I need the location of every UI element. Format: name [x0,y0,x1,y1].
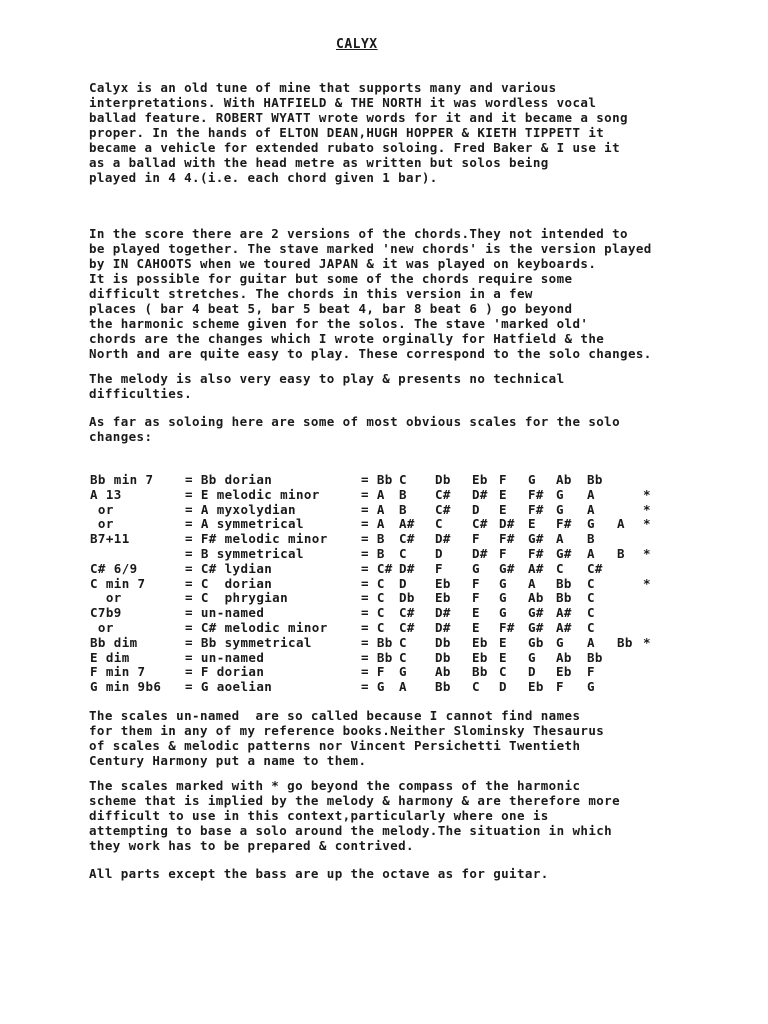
scale-note: G [587,516,595,532]
text-line: It is possible for guitar but some of the chords require some [89,271,573,286]
scale-note: G [556,486,564,502]
scale-note: Gb [528,634,544,650]
scale-note: F [472,590,480,606]
scale-note: = F [361,664,385,680]
beyond-compass-marker: * [643,634,651,650]
paragraph-octave-note [89,866,759,881]
scale-note: E [499,486,507,502]
scale-note: = C [361,590,385,606]
scale-row [90,591,690,606]
scale-note: A [587,486,595,502]
text-line: they work has to be prepared & contrived. [89,838,414,853]
scale-note: F# [528,486,544,502]
scale-note: C [587,605,595,621]
paragraph-intro [89,80,759,185]
scale-note: A [617,516,625,532]
scale-note: G [499,605,507,621]
scale-note: F [435,560,443,576]
scale-note: Bb [556,575,572,591]
scale-note: E [499,649,507,665]
scale-note: E [528,516,536,532]
chord-name: C7b9 [90,605,122,621]
scale-note: Eb [472,649,488,665]
scale-name: = F# melodic minor [185,531,328,547]
scale-note: F [499,472,507,487]
text-line: difficulties. [89,386,193,401]
scale-note: D [499,679,507,695]
scale-note: G [556,634,564,650]
text-line: The scales marked with * go beyond the compass of the harmonic [89,778,581,793]
scale-note: G# [556,545,572,561]
scale-name: = Bb dorian [185,472,273,487]
text-line: places ( bar 4 beat 5, bar 5 beat 4, bar 8 beat 6 ) go beyond [89,301,573,316]
scale-note: A [587,545,595,561]
scale-note: F [499,545,507,561]
text-line: North and are quite easy to play. These correspond to the solo changes. [89,346,652,361]
scale-name: = A myxolydian [185,501,296,517]
scale-note: D# [472,486,488,502]
scale-note: Bb [587,472,603,487]
scale-note: Bb [587,649,603,665]
scale-note: F# [556,516,572,532]
scale-note: B [587,531,595,547]
scale-note: E [472,619,480,635]
scale-row [90,503,690,518]
scale-note: Bb [435,679,451,695]
text-line: The scales un-named are so called because I cannot find names [89,708,581,723]
text-line: interpretations. With HATFIELD & THE NORTH it was wordless vocal [89,95,597,110]
scale-note: Eb [472,634,488,650]
scale-row [90,517,690,532]
scale-note: F [587,664,595,680]
chord-name: C# 6/9 [90,560,138,576]
scale-note: C# [399,605,415,621]
scale-name: = C# lydian [185,560,273,576]
scale-note: Ab [435,664,451,680]
scale-note: G# [528,605,544,621]
chord-name: or [90,501,114,517]
scale-note: F [556,679,564,695]
scale-note: G [556,501,564,517]
scale-note: Db [399,590,415,606]
scale-note: Ab [556,649,572,665]
scale-note: C [435,516,443,532]
scale-row [90,636,690,651]
text-line: proper. In the hands of ELTON DEAN,HUGH HOPPER & KIETH TIPPETT it [89,125,605,140]
scale-note: C# [587,560,603,576]
chord-name: or [90,619,114,635]
text-line: scheme that is implied by the melody & harmony & are therefore more [89,793,621,808]
scale-note: C# [435,501,451,517]
scale-note: F# [499,531,515,547]
scale-name: = un-named [185,605,265,621]
scale-note: C [399,545,407,561]
paragraph-melody [89,371,759,401]
scale-row [90,621,690,636]
scale-note: F# [528,545,544,561]
page-title: CALYX [336,37,378,52]
scale-note: = Bb [361,472,393,487]
text-line: The melody is also very easy to play & presents no technical [89,371,565,386]
scale-note: B [399,486,407,502]
scale-note: G# [528,619,544,635]
scale-note: D [435,545,443,561]
scale-row [90,488,690,503]
scale-note: F# [528,501,544,517]
scale-note: Db [435,649,451,665]
scale-note: C [472,679,480,695]
scale-note: D# [435,619,451,635]
chord-name: Bb dim [90,634,138,650]
scale-note: C [399,649,407,665]
scale-note: D# [399,560,415,576]
scale-note: G [399,664,407,680]
text-line: ballad feature. ROBERT WYATT wrote words for it and it became a song [89,110,628,125]
scale-note: = C [361,605,385,621]
scale-note: G# [528,531,544,547]
text-line: be played together. The stave marked 'new chords' is the version played [89,241,652,256]
scale-note: D [528,664,536,680]
text-line: Calyx is an old tune of mine that supports many and various [89,80,557,95]
scale-note: C# [399,619,415,635]
scale-note: = C [361,619,385,635]
scale-note: A# [399,516,415,532]
scale-row [90,532,690,547]
scales-table [90,473,690,695]
scale-note: = Bb [361,634,393,650]
beyond-compass-marker: * [643,486,651,502]
scale-note: G [587,679,595,695]
scale-name: = A symmetrical [185,516,304,532]
scale-note: C# [435,486,451,502]
scale-note: Bb [617,634,633,650]
chord-name: G min 9b6 [90,679,162,695]
text-line: the harmonic scheme given for the solos. The stave 'marked old' [89,316,589,331]
text-line: played in 4 4.(i.e. each chord given 1 bar). [89,170,438,185]
scale-note: D# [472,545,488,561]
scale-row [90,665,690,680]
text-line: As far as soloing here are some of most obvious scales for the solo [89,414,621,429]
scale-note: G [499,575,507,591]
scale-name: = E melodic minor [185,486,320,502]
scale-note: Bb [472,664,488,680]
scale-note: Eb [435,590,451,606]
scale-note: = A [361,516,385,532]
chord-name: C min 7 [90,575,146,591]
text-line: difficult stretches. The chords in this version in a few [89,286,533,301]
scale-note: C [399,472,407,487]
scale-note: = Bb [361,649,393,665]
scale-note: E [499,501,507,517]
scale-note: E [499,634,507,650]
text-line: In the score there are 2 versions of the chords.They not intended to [89,226,628,241]
scale-note: G [528,649,536,665]
text-line: by IN CAHOOTS when we toured JAPAN & it was played on keyboards. [89,256,597,271]
scale-note: A [399,679,407,695]
text-line: chords are the changes which I wrote orginally for Hatfield & the [89,331,605,346]
chord-name: Bb min 7 [90,472,154,487]
scale-note: B [399,501,407,517]
scale-row [90,577,690,592]
chord-name: B7+11 [90,531,130,547]
scale-note: D [399,575,407,591]
scale-note: B [617,545,625,561]
scale-note: C [399,634,407,650]
scale-name: = C dorian [185,575,273,591]
paragraph-chords [89,226,759,361]
scale-row [90,680,690,695]
text-line: changes: [89,429,153,444]
scale-note: G [472,560,480,576]
scale-name: = F dorian [185,664,265,680]
text-line: All parts except the bass are up the octave as for guitar. [89,866,549,881]
scale-note: Eb [435,575,451,591]
scale-note: A [587,634,595,650]
scale-row [90,473,690,488]
scale-note: D# [435,531,451,547]
scale-note: = B [361,531,385,547]
scale-note: A# [556,605,572,621]
scale-note: Db [435,634,451,650]
scale-name: = un-named [185,649,265,665]
chord-name: F min 7 [90,664,146,680]
scale-note: A [587,501,595,517]
scale-note: Bb [556,590,572,606]
text-line: difficult to use in this context,particularly where one is [89,808,549,823]
beyond-compass-marker: * [643,575,651,591]
scale-note: D# [499,516,515,532]
paragraph-unnamed-scales [89,708,759,768]
scale-note: = A [361,486,385,502]
scale-row [90,651,690,666]
scale-name: = C phrygian [185,590,289,606]
beyond-compass-marker: * [643,545,651,561]
scale-row [90,606,690,621]
scale-note: G [528,472,536,487]
scale-row [90,547,690,562]
chord-name: or [90,516,114,532]
scale-note: A [528,575,536,591]
scale-note: F [472,531,480,547]
scale-note: = C [361,575,385,591]
scale-note: = B [361,545,385,561]
scale-note: G# [499,560,515,576]
scale-note: C [587,575,595,591]
text-line: of scales & melodic patterns nor Vincent Persichetti Twentieth [89,738,581,753]
scale-note: C [556,560,564,576]
chord-name: or [90,590,122,606]
scale-note: = A [361,501,385,517]
scale-note: F [472,575,480,591]
scale-note: D# [435,605,451,621]
paragraph-soloing [89,414,759,444]
scale-note: F# [499,619,515,635]
text-line: for them in any of my reference books.Neither Slominsky Thesaurus [89,723,605,738]
scale-note: Eb [556,664,572,680]
scale-note: Eb [528,679,544,695]
scale-name: = Bb symmetrical [185,634,312,650]
scale-note: = G [361,679,385,695]
scale-note: Db [435,472,451,487]
scale-note: C# [472,516,488,532]
scale-note: A [556,531,564,547]
text-line: as a ballad with the head metre as written but solos being [89,155,549,170]
paragraph-starred-scales [89,778,759,853]
scale-note: C [587,619,595,635]
beyond-compass-marker: * [643,516,651,532]
scale-name: = G aoelian [185,679,273,695]
chord-name: A 13 [90,486,122,502]
chord-name: E dim [90,649,130,665]
beyond-compass-marker: * [643,501,651,517]
scale-note: Ab [556,472,572,487]
scale-note: A# [528,560,544,576]
scale-note: Ab [528,590,544,606]
scale-note: G [499,590,507,606]
scale-note: = C# [361,560,393,576]
scale-note: C# [399,531,415,547]
scale-note: Eb [472,472,488,487]
scale-note: C [587,590,595,606]
scale-note: D [472,501,480,517]
text-line: became a vehicle for extended rubato soloing. Fred Baker & I use it [89,140,621,155]
scale-note: A# [556,619,572,635]
text-line: attempting to base a solo around the melody.The situation in which [89,823,613,838]
text-line: Century Harmony put a name to them. [89,753,367,768]
scale-note: C [499,664,507,680]
scale-name: = B symmetrical [185,545,304,561]
scale-name: = C# melodic minor [185,619,328,635]
scale-note: E [472,605,480,621]
scale-row [90,562,690,577]
